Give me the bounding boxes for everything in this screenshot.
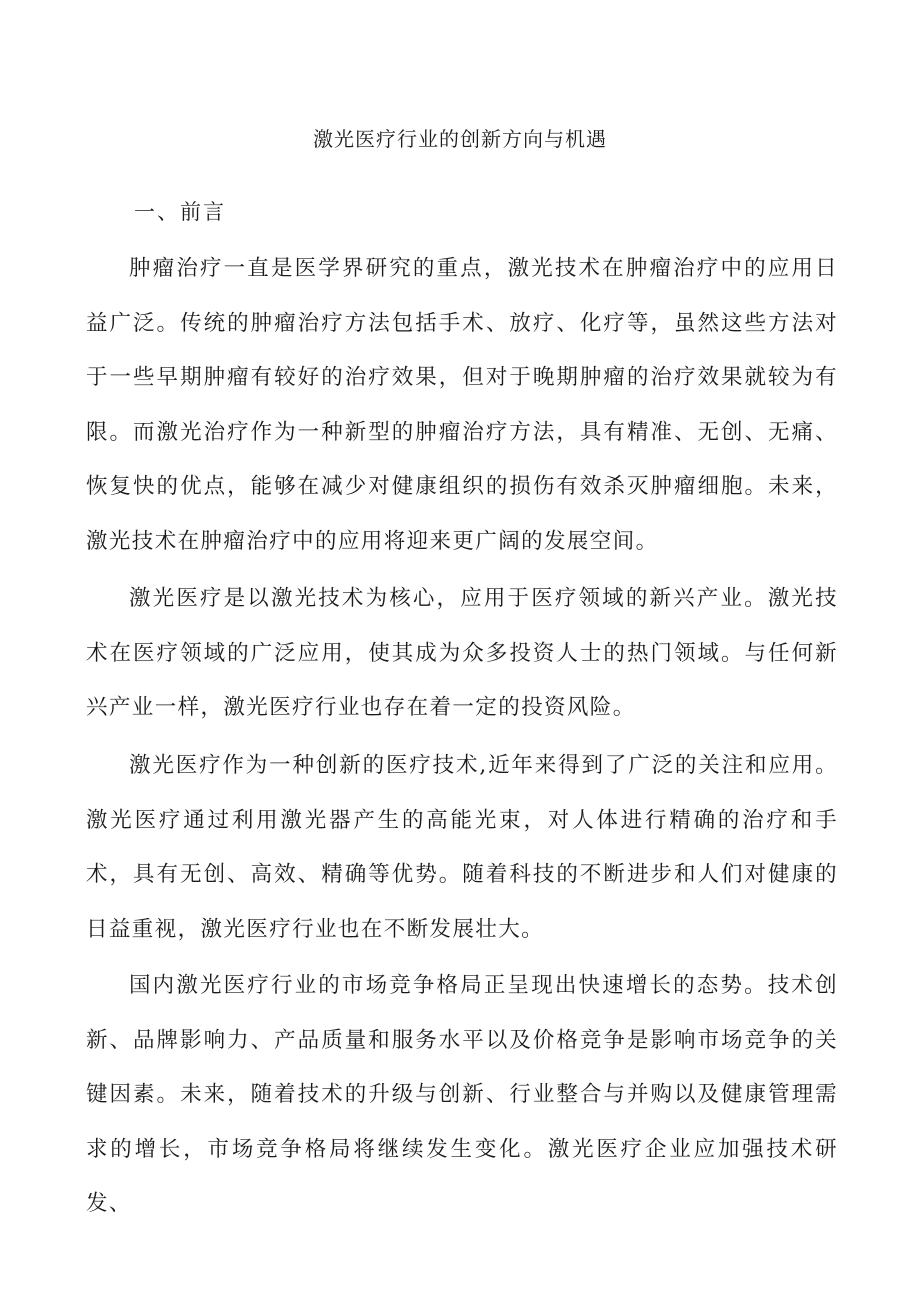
section-heading: 一、前言 <box>134 200 226 224</box>
paragraph-2: 激光医疗是以激光技术为核心，应用于医疗领域的新兴产业。激光技术在医疗领域的广泛应用，使其成为众多投资人士的热门领域。与任何新兴产业一样，激光医疗行业也存在着一定的投资风险。 <box>86 586 838 721</box>
document-title: 激光医疗行业的创新方向与机遇 <box>313 127 607 151</box>
paragraph-4: 国内激光医疗行业的市场竞争格局正呈现出快速增长的态势。技术创新、品牌影响力、产品质量和服务水平以及价格竞争是影响市场竞争的关键因素。未来，随着技术的升级与创新、行业整合与并购以及健康管理需求的增长，市场竞争格局将继续发生变化。激光医疗企业应加强技术研发、 <box>86 973 838 1217</box>
paragraph-1: 肿瘤治疗一直是医学界研究的重点，激光技术在肿瘤治疗中的应用日益广泛。传统的肿瘤治疗方法包括手术、放疗、化疗等，虽然这些方法对于一些早期肿瘤有较好的治疗效果，但对于晚期肿瘤的治疗效果就较为有限。而激光治疗作为一种新型的肿瘤治疗方法，具有精准、无创、无痛、恢复快的优点，能够在减少对健康组织的损伤有效杀灭肿瘤细胞。未来，激光技术在肿瘤治疗中的应用将迎来更广阔的发展空间。 <box>86 256 838 554</box>
paragraph-3: 激光医疗作为一种创新的医疗技术,近年来得到了广泛的关注和应用。激光医疗通过利用激光器产生的高能光束，对人体进行精确的治疗和手术，具有无创、高效、精确等优势。随着科技的不断进步和人们对健康的日益重视，激光医疗行业也在不断发展壮大。 <box>86 753 838 942</box>
